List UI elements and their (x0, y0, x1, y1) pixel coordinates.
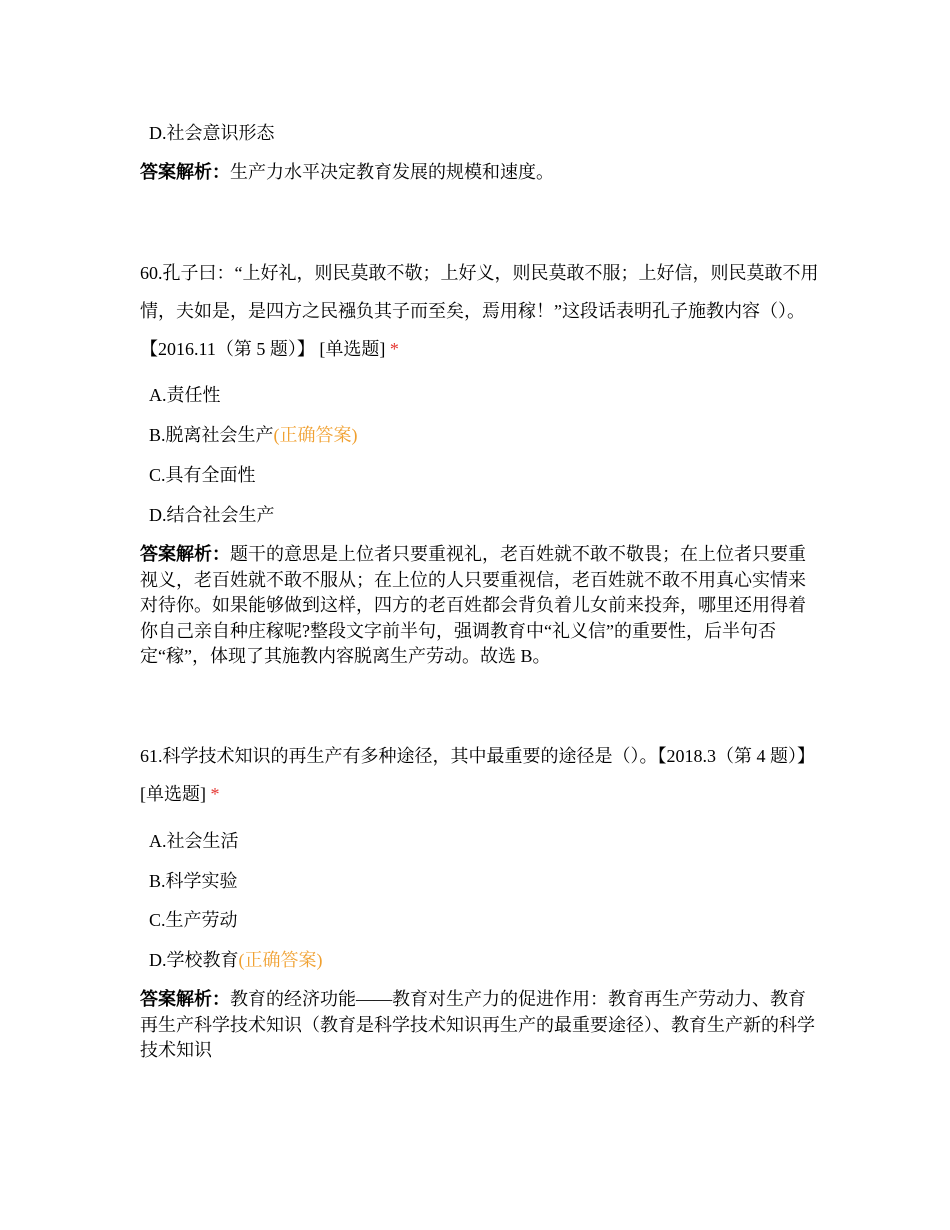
analysis-label: 答案解析： (140, 989, 230, 1009)
q60-option-a (149, 383, 221, 407)
prev-answer-analysis (140, 160, 820, 186)
q60-option-b (149, 423, 358, 447)
required-mark: * (210, 784, 220, 804)
q60-option-d (149, 503, 275, 527)
required-mark: * (389, 339, 399, 359)
correct-answer-tag: (正确答案) (273, 425, 358, 445)
q60-answer-analysis (140, 542, 820, 670)
question-text: 60.孔子曰：“上好礼，则民莫敢不敬；上好义，则民莫敢不服；上好信，则民莫敢不用情，夫如是，是四方之民襁负其子而至矣，焉用稼！”这段话表明孔子施教内容（）。【2016.11（第 5 题）】 [单选题] (140, 263, 819, 359)
analysis-text: 题干的意思是上位者只要重视礼，老百姓就不敢不敬畏；在上位者只要重视义，老百姓就不敢不服从；在上位的人只要重视信，老百姓就不敢不用真心实情来对待你。如果能够做到这样，四方的老百姓都会背负着儿女前来投奔，哪里还用得着你自己亲自种庄稼呢?整段文字前半句，强调教育中“礼义信”的重要性，后半句否定“稼”，体现了其施教内容脱离生产劳动。故选 B。 (140, 544, 806, 666)
option-label: A.责任性 (149, 385, 221, 405)
option-label: B.脱离社会生产 (149, 425, 274, 445)
option-label: D.结合社会生产 (149, 505, 275, 525)
option-label: B.科学实验 (149, 871, 238, 891)
q61-option-c (149, 908, 238, 932)
question-text: 61.科学技术知识的再生产有多种途径，其中最重要的途径是（）。【2018.3（第 4 题）】 [单选题] (140, 746, 815, 804)
q61-option-d (149, 948, 323, 972)
q61-option-b (149, 869, 238, 893)
prev-option-d (149, 121, 275, 145)
option-label: D.学校教育 (149, 950, 239, 970)
option-label: D.社会意识形态 (149, 123, 275, 143)
q61-option-a (149, 829, 239, 853)
option-label: A.社会生活 (149, 831, 239, 851)
question-60-stem (140, 254, 820, 368)
analysis-text: 教育的经济功能——教育对生产力的促进作用：教育再生产劳动力、教育再生产科学技术知识（教育是科学技术知识再生产的最重要途径）、教育生产新的科学技术知识 (140, 989, 815, 1060)
question-61-stem (140, 737, 820, 813)
analysis-label: 答案解析： (140, 162, 230, 182)
q60-option-c (149, 463, 256, 487)
analysis-text: 生产力水平决定教育发展的规模和速度。 (230, 162, 554, 182)
correct-answer-tag: (正确答案) (238, 950, 323, 970)
option-label: C.具有全面性 (149, 465, 256, 485)
q61-answer-analysis (140, 987, 820, 1064)
option-label: C.生产劳动 (149, 910, 238, 930)
analysis-label: 答案解析： (140, 544, 230, 564)
